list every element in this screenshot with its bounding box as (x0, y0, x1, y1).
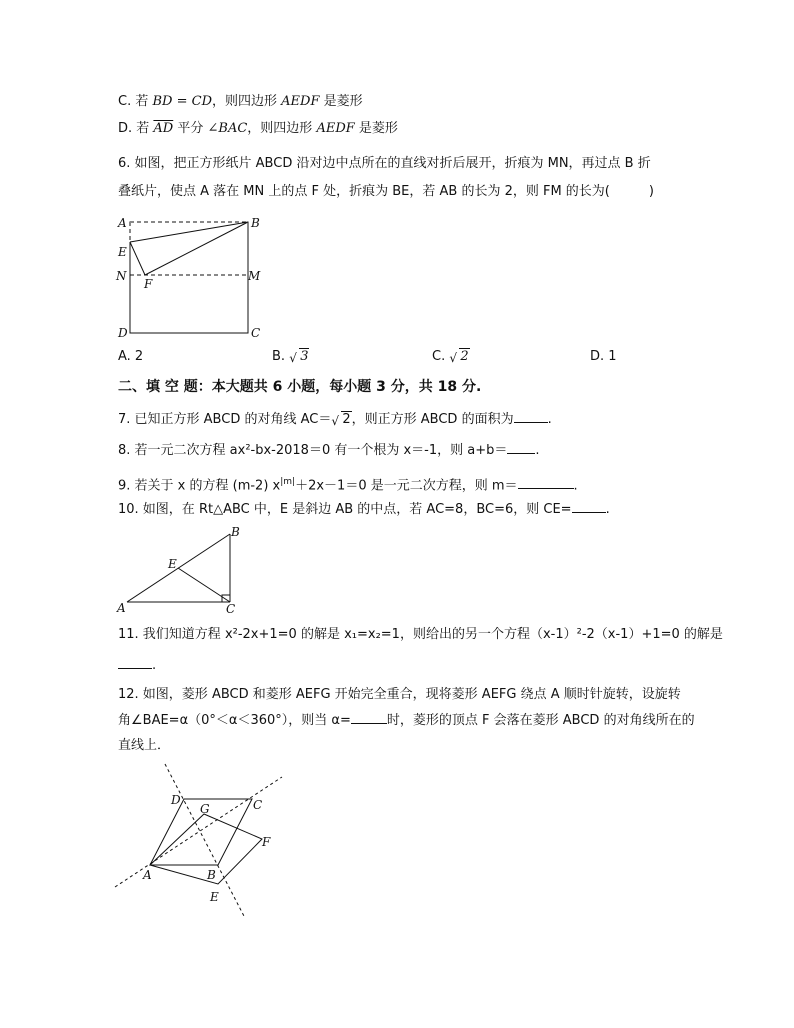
option-d-expr2: ∠BAC (207, 121, 248, 136)
option-c-prefix: C. 若 (118, 94, 149, 109)
q10-answer-blank[interactable] (572, 500, 606, 513)
q6-option-c-sqrt: √ 2 (449, 349, 469, 365)
q8-line (118, 441, 540, 460)
q7-line (118, 410, 552, 429)
q10-text: 10. 如图，在 Rt△ABC 中，E 是斜边 AB 的中点，若 AC=8，BC=6，则 CE= (118, 502, 572, 517)
q12-label-f: F (262, 835, 271, 849)
option-d-mid2: ，则四边形 (247, 121, 313, 136)
q10-end: . (605, 502, 610, 517)
q12-line2-prefix: 角∠BAE=α（0°＜α＜360°），则当 α= (118, 713, 351, 728)
q6-label-e: E (118, 245, 127, 259)
q9-end: . (573, 478, 578, 494)
q12-diagonal-ac-extended (115, 777, 282, 887)
q6-option-b-sqrt: √ 3 (289, 349, 309, 365)
q9-answer-blank[interactable] (518, 476, 574, 489)
q6-figure (112, 212, 272, 347)
q6-option-c-prefix: C. (432, 349, 446, 364)
q9-exponent: |m| (280, 477, 296, 487)
q12-line2-suffix: 时，菱形的顶点 F 会落在菱形 ABCD 的对角线所在的 (386, 713, 695, 728)
q6-line-eb (130, 222, 248, 242)
q6-label-n: N (116, 269, 127, 283)
q8-end: . (535, 443, 540, 458)
q7-radicand: 2 (342, 412, 351, 427)
q6-line-ef (130, 242, 145, 275)
q7-sqrt: √ 2 (331, 412, 351, 428)
q10-label-a: A (117, 601, 126, 615)
q12-label-b: B (207, 868, 216, 882)
option-d-suffix: 是菱形 (354, 121, 398, 136)
option-c-mid: ，则四边形 (212, 94, 278, 109)
q12-figure (110, 762, 290, 922)
q12-rhombus-aefg (150, 814, 262, 884)
q12-label-g: G (200, 802, 210, 816)
option-d-line (118, 120, 398, 138)
q9-mid: ＋2x－1＝0 是一元二次方程，则 m＝ (295, 478, 518, 494)
q6-line-fb (145, 222, 248, 275)
option-c-expr: BD = CD (152, 94, 212, 109)
option-d-quad: AEDF (316, 121, 355, 136)
option-c-quad: AEDF (281, 94, 320, 109)
q6-label-f: F (144, 277, 153, 291)
q10-label-c: C (226, 602, 236, 616)
q7-end: . (547, 412, 552, 427)
q6-option-d: D. 1 (590, 349, 617, 364)
q6-option-b-radicand: 3 (300, 349, 309, 364)
q12-line2 (118, 711, 695, 730)
section-header: 二、填 空 题：本大题共 6 小题，每小题 3 分，共 18 分. (118, 379, 482, 395)
option-c-suffix: 是菱形 (319, 94, 363, 109)
option-c-line (118, 93, 363, 111)
q11-line2 (118, 656, 156, 675)
q6-option-c-radicand: 2 (460, 349, 469, 364)
q9-line (118, 473, 578, 495)
q11-end: . (152, 658, 157, 673)
q7-suffix: ，则正方形 ABCD 的面积为 (351, 412, 514, 427)
q6-line2: 叠纸片，使点 A 落在 MN 上的点 F 处，折痕为 BE，若 AB 的长为 2，则 FM 的长为( ) (118, 184, 654, 199)
q6-label-d: D (118, 326, 128, 340)
q10-label-b: B (231, 525, 240, 539)
q7-answer-blank[interactable] (514, 410, 548, 423)
q10-line (118, 500, 610, 519)
option-d-mid1: 平分 (173, 121, 204, 136)
q12-label-e: E (210, 890, 219, 904)
q6-line1: 6. 如图，把正方形纸片 ABCD 沿对边中点所在的直线对折后展开，折痕为 MN，再过点 B 折 (118, 156, 651, 171)
option-d-prefix: D. 若 (118, 121, 150, 136)
q6-label-b: B (251, 216, 260, 230)
option-d-expr1: $\overline{AD}$ (153, 121, 174, 136)
q12-diagonal-bd-extended (165, 764, 245, 918)
q6-option-a: A. 2 (118, 349, 144, 364)
q10-label-e: E (168, 557, 177, 571)
q10-figure (112, 522, 252, 617)
q6-option-b-prefix: B. (272, 349, 286, 364)
q6-option-b (272, 348, 309, 366)
q12-label-c: C (253, 798, 263, 812)
q11-line1: 11. 我们知道方程 x²-2x+1=0 的解是 x₁=x₂=1，则给出的另一个方程（x-1）²-2（x-1）+1=0 的解是 (118, 627, 723, 642)
q6-label-a: A (118, 216, 127, 230)
q12-line3: 直线上． (118, 738, 171, 753)
q6-option-c (432, 348, 470, 366)
q12-line1: 12. 如图，菱形 ABCD 和菱形 AEFG 开始完全重合，现将菱形 AEFG 绕点 A 顺时针旋转，设旋转 (118, 687, 681, 702)
q8-answer-blank[interactable] (507, 441, 535, 454)
q7-prefix: 7. 已知正方形 ABCD 的对角线 AC＝ (118, 412, 332, 427)
q8-text: 8. 若一元二次方程 ax²-bx-2018＝0 有一个根为 x＝-1，则 a+b＝ (118, 443, 508, 458)
q12-label-a: A (143, 868, 152, 882)
q6-label-c: C (251, 326, 261, 340)
q9-prefix: 9. 若关于 x 的方程 (m-2) x (118, 478, 281, 494)
q12-label-d: D (171, 793, 181, 807)
q12-answer-blank[interactable] (351, 711, 387, 724)
q6-label-m: M (248, 269, 261, 283)
q11-answer-blank[interactable] (118, 656, 152, 669)
